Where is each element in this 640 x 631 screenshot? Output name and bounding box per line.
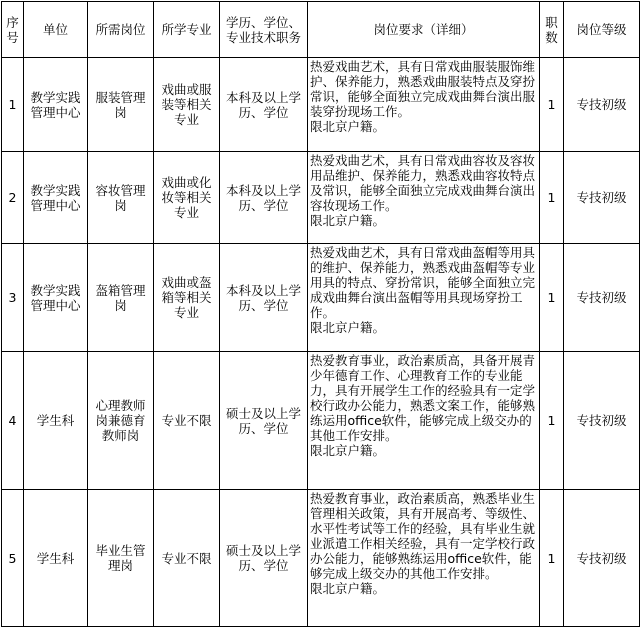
header-education: 学历、学位、专业技术职务: [220, 2, 308, 58]
cell-level: 专技初级: [564, 58, 640, 152]
cell-education: 本科及以上学历、学位: [220, 58, 308, 152]
cell-education: 本科及以上学历、学位: [220, 244, 308, 352]
cell-major: 专业不限: [154, 352, 220, 490]
job-table: [1, 1, 640, 627]
cell-count: 1: [540, 152, 564, 244]
header-row: [2, 2, 640, 58]
cell-position: 容妆管理岗: [88, 152, 154, 244]
cell-unit: 学生科: [24, 490, 88, 627]
cell-requirements: 热爱戏曲艺术，具有日常戏曲容妆及容妆用品维护、保养能力，熟悉戏曲容妆特点及常识，能够全面独立完成戏曲舞台演出容妆现场工作。 限北京户籍。: [308, 152, 540, 244]
cell-index: 2: [2, 152, 24, 244]
cell-level: 专技初级: [564, 490, 640, 627]
cell-requirements: 热爱教育事业，政治素质高，具备开展青少年德育工作、心理教育工作的专业能力，具有开展学生工作的经验具有一定学校行政办公能力，熟悉文案工作，能够熟练运用office软件，能够完成上级交办的其他工作安排。 限北京户籍。: [308, 352, 540, 490]
cell-level: 专技初级: [564, 352, 640, 490]
cell-level: 专技初级: [564, 152, 640, 244]
cell-index: 3: [2, 244, 24, 352]
cell-position: 毕业生管理岗: [88, 490, 154, 627]
header-level: 岗位等级: [564, 2, 640, 58]
header-index: 序号: [2, 2, 24, 58]
cell-unit: 教学实践管理中心: [24, 244, 88, 352]
cell-unit: 教学实践管理中心: [24, 152, 88, 244]
cell-count: 1: [540, 58, 564, 152]
cell-index: 5: [2, 490, 24, 627]
cell-unit: 教学实践管理中心: [24, 58, 88, 152]
cell-count: 1: [540, 490, 564, 627]
cell-index: 4: [2, 352, 24, 490]
cell-position: 服装管理岗: [88, 58, 154, 152]
cell-education: 本科及以上学历、学位: [220, 152, 308, 244]
header-major: 所学专业: [154, 2, 220, 58]
header-unit: 单位: [24, 2, 88, 58]
header-position: 所需岗位: [88, 2, 154, 58]
cell-requirements: 热爱教育事业，政治素质高，熟悉毕业生管理相关政策，具有开展高考、等级性、水平性考试等工作的经验，具有毕业生就业派遣工作相关经验，具有一定学校行政办公能力，能够熟练运用office软件，能够完成上级交办的其他工作安排。 限北京户籍。: [308, 490, 540, 627]
table-row: [2, 352, 640, 490]
cell-education: 硕士及以上学历、学位: [220, 352, 308, 490]
cell-major: 戏曲或化妆等相关专业: [154, 152, 220, 244]
table-row: [2, 58, 640, 152]
cell-count: 1: [540, 244, 564, 352]
table-row: [2, 490, 640, 627]
cell-position: 盔箱管理岗: [88, 244, 154, 352]
cell-requirements: 热爱戏曲艺术，具有日常戏曲服装服饰维护、保养能力，熟悉戏曲服装特点及穿扮常识，能够全面独立完成戏曲舞台演出服装穿扮现场工作。 限北京户籍。: [308, 58, 540, 152]
header-requirements: 岗位要求（详细）: [308, 2, 540, 58]
cell-education: 硕士及以上学历、学位: [220, 490, 308, 627]
cell-index: 1: [2, 58, 24, 152]
cell-major: 戏曲或盔箱等相关专业: [154, 244, 220, 352]
header-count: 职数: [540, 2, 564, 58]
cell-unit: 学生科: [24, 352, 88, 490]
table-row: [2, 152, 640, 244]
table-row: [2, 244, 640, 352]
cell-major: 戏曲或服装等相关专业: [154, 58, 220, 152]
cell-major: 专业不限: [154, 490, 220, 627]
cell-requirements: 热爱戏曲艺术，具有日常戏曲盔帽等用具的维护、保养能力，熟悉戏曲盔帽等专业用具的特点、穿扮常识，能够全面独立完成戏曲舞台演出盔帽等用具现场穿扮工作。 限北京户籍。: [308, 244, 540, 352]
cell-count: 1: [540, 352, 564, 490]
cell-position: 心理教师岗兼德育教师岗: [88, 352, 154, 490]
cell-level: 专技初级: [564, 244, 640, 352]
